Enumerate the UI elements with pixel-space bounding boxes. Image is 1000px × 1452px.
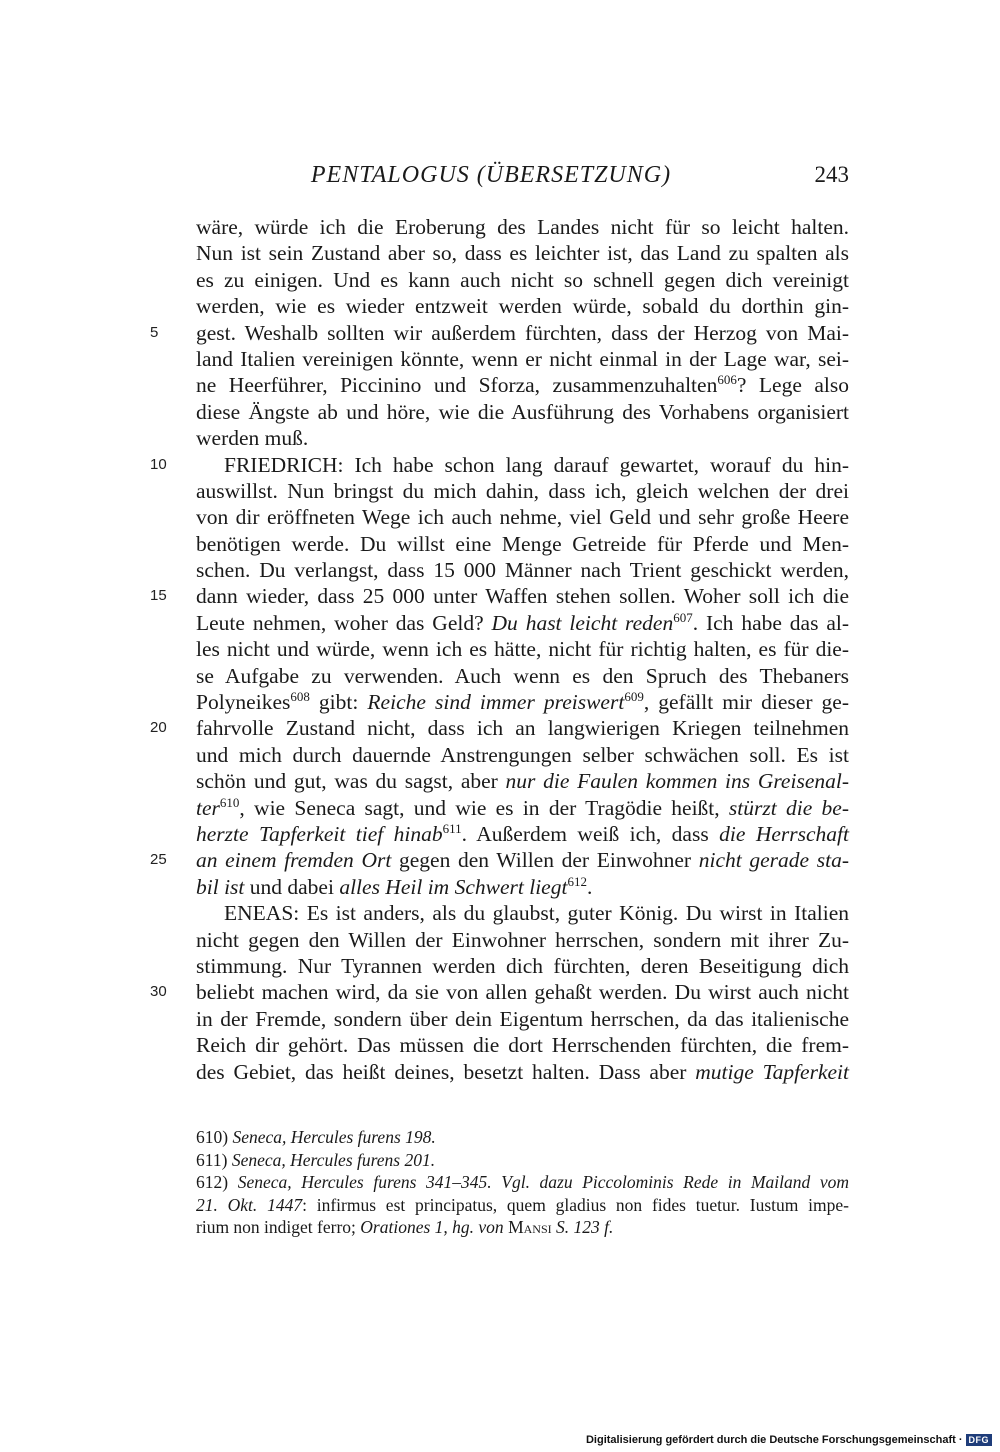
text-line <box>196 742 849 768</box>
text-line <box>196 689 849 715</box>
text-run: des Gebiet, das heißt deines, besetzt halten. Dass aber <box>196 1059 696 1084</box>
running-header <box>196 162 849 192</box>
line-number: 15 <box>150 587 167 605</box>
text-run: benötigen werde. Du willst eine Menge Getreide für Pferde und Men- <box>196 531 849 556</box>
line-number: 20 <box>150 719 167 737</box>
text-run: beliebt machen wird, da sie von allen gehaßt werden. Du wirst auch nicht <box>196 980 849 1005</box>
italic-text: herzte Tapferkeit tief hinab <box>196 821 443 846</box>
text-line <box>150 320 849 346</box>
italic-text: nicht gerade sta- <box>698 848 849 873</box>
text-line <box>150 715 849 741</box>
page-number: 243 <box>814 162 849 187</box>
text-line <box>196 663 849 689</box>
text-run: es zu einigen. Und es kann auch nicht so schnell gegen dich vereinigt <box>196 267 849 292</box>
text-run: stimmung. Nur Tyrannen werden dich fürchten, deren Beseitigung dich <box>196 953 849 978</box>
text-run: se Aufgabe zu verwenden. Auch wenn es den Spruch des Thebaners <box>196 663 849 688</box>
text-run: , gefällt mir dieser ge- <box>643 690 850 715</box>
italic-text: Seneca, Hercules furens 201. <box>231 1149 436 1170</box>
text-run: werden, wie es wieder entzweit werden würde, sobald du dorthin gin- <box>196 294 849 319</box>
text-line <box>196 1006 849 1032</box>
text-run: schön und gut, was du sagst, aber <box>196 769 506 794</box>
footnote-line <box>196 1216 849 1239</box>
text-line <box>196 478 849 504</box>
text-run: . Ich habe das al- <box>692 610 850 635</box>
text-run: und dabei <box>244 874 340 899</box>
text-run: ? Lege also <box>736 373 849 398</box>
text-run: 611) <box>196 1149 232 1170</box>
text-run: gest. Weshalb sollten wir außerdem fürchten, dass der Herzog von Mai- <box>196 320 849 345</box>
text-run: nicht gegen den Willen der Einwohner herrschen, sondern mit ihrer Zu- <box>196 927 849 952</box>
text-run: dann wieder, dass 25 000 unter Waffen stehen sollen. Woher soll ich die <box>196 584 849 609</box>
text-line <box>196 874 849 900</box>
text-run: 612) <box>196 1172 238 1192</box>
text-run: werden muß. <box>196 426 309 451</box>
footnote-line <box>196 1171 849 1194</box>
text-run: gegen den Willen der Einwohner <box>391 848 699 873</box>
text-line <box>150 979 849 1005</box>
small-caps-text: Mansi <box>508 1217 552 1237</box>
text-run: 610) <box>196 1127 233 1147</box>
footnote-ref: 609 <box>624 689 644 705</box>
italic-text: 21. Okt. 1447 <box>196 1194 303 1215</box>
text-line <box>196 267 849 293</box>
footnote <box>196 1171 849 1239</box>
italic-text: Orationes 1, hg. von <box>360 1217 509 1237</box>
text-run: diese Ängste ab und höre, wie die Ausführung des Vorhabens organisiert <box>196 399 849 424</box>
italic-text: stürzt die be- <box>728 795 849 820</box>
italic-text: Seneca, Hercules furens 198. <box>232 1127 436 1147</box>
italic-text: bil ist <box>196 874 245 899</box>
text-line <box>196 1032 849 1058</box>
footnote <box>196 1126 849 1149</box>
line-number: 25 <box>150 851 167 869</box>
text-run: in der Fremde, sondern über dein Eigentum herrschen, da das italienische <box>196 1006 849 1031</box>
footer-text: Digitalisierung gefördert durch die Deutsche Forschungsgemeinschaft · <box>585 1434 963 1446</box>
text-line <box>196 927 849 953</box>
text-run: Polyneikes <box>196 690 291 715</box>
text-run: . Außerdem weiß ich, dass <box>461 821 720 846</box>
text-run: . <box>586 874 593 899</box>
text-line <box>196 531 849 557</box>
footnote-ref: 610 <box>219 794 240 810</box>
text-line <box>196 214 849 240</box>
text-run: fahrvolle Zustand nicht, dass ich an langwierigen Kriegen teilnehmen <box>196 716 849 741</box>
line-number: 10 <box>150 455 167 473</box>
footnote-ref: 607 <box>673 609 693 625</box>
text-run: : infirmus est principatus, quem gladius non fides tuetur. Iustum impe- <box>302 1194 849 1215</box>
text-run: , wie Seneca sagt, und wie es in der Tragödie heißt, <box>239 795 729 820</box>
text-line <box>150 452 849 478</box>
text-run: schen. Du verlangst, dass 15 000 Männer nach Trient geschickt werden, <box>196 558 849 583</box>
text-run: rium non indiget ferro; <box>196 1217 361 1237</box>
line-number: 30 <box>150 983 167 1001</box>
text-run: les nicht und würde, wenn ich es hätte, nicht für richtig halten, es für die- <box>196 637 849 662</box>
text-run: land Italien vereinigen könnte, wenn er nicht einmal in der Lage war, sei- <box>196 346 849 371</box>
footnote-ref: 611 <box>442 820 462 836</box>
text-line <box>196 240 849 266</box>
text-run: auswillst. Nun bringst du mich dahin, dass ich, gleich welchen der drei <box>196 478 849 503</box>
text-line <box>196 293 849 319</box>
main-text <box>150 214 850 1085</box>
text-run: ENEAS: Es ist anders, als du glaubst, guter König. Du wirst in Italien <box>224 901 849 926</box>
text-line <box>196 346 849 372</box>
footnote-line <box>196 1194 849 1217</box>
text-line <box>150 847 849 873</box>
text-line <box>196 610 849 636</box>
text-line <box>196 900 849 926</box>
footnote-ref: 608 <box>290 689 310 705</box>
text-line <box>196 636 849 662</box>
text-line <box>196 821 849 847</box>
italic-text: nur die Faulen kommen ins Greisenal- <box>505 769 849 794</box>
text-run: gibt: <box>309 690 368 715</box>
line-number: 5 <box>150 323 159 341</box>
text-run: und mich durch dauernde Anstrengungen selber schwächen soll. Es ist <box>196 742 849 767</box>
text-line <box>196 372 849 398</box>
footnote-line <box>196 1149 849 1172</box>
text-run: Leute nehmen, woher das Geld? <box>196 610 492 635</box>
text-run: Nun ist sein Zustand aber so, dass es leichter ist, das Land zu spalten als <box>196 241 849 266</box>
italic-text: S. 123 f. <box>551 1217 614 1237</box>
footnotes <box>196 1126 849 1239</box>
italic-text: alles Heil im Schwert liegt <box>339 874 568 899</box>
italic-text: die Herrschaft <box>719 821 849 846</box>
footnote <box>196 1149 849 1172</box>
text-line <box>150 583 849 609</box>
text-line <box>196 399 849 425</box>
italic-text: mutige Tapferkeit <box>695 1059 849 1084</box>
text-line <box>196 504 849 530</box>
text-line <box>196 953 849 979</box>
italic-text: an einem fremden Ort <box>196 848 392 873</box>
text-line <box>196 795 849 821</box>
text-run: von dir eröffneten Wege ich auch nehme, viel Geld und sehr große Heere <box>196 505 849 530</box>
footnote-ref: 612 <box>567 873 587 889</box>
text-run: Reich dir gehört. Das müssen die dort Herrschenden fürchten, die frem- <box>196 1033 849 1058</box>
italic-text: Reiche sind immer preiswert <box>367 690 625 715</box>
italic-text: Du hast leicht reden <box>491 610 674 635</box>
italic-text: ter <box>196 795 220 820</box>
dfg-logo: DFG <box>966 1434 993 1446</box>
text-line <box>196 557 849 583</box>
text-run: ne Heerführer, Piccinino und Sforza, zusammenzuhalten <box>196 373 718 398</box>
digitization-footer <box>586 1434 992 1446</box>
text-line <box>196 768 849 794</box>
footnote-line <box>196 1126 849 1149</box>
footnote-ref: 606 <box>717 372 737 388</box>
text-line <box>196 1059 849 1085</box>
text-line <box>196 425 849 451</box>
text-run: wäre, würde ich die Eroberung des Landes nicht für so leicht halten. <box>196 215 849 239</box>
text-run: FRIEDRICH: Ich habe schon lang darauf gewartet, worauf du hin- <box>224 452 849 477</box>
running-title: PENTALOGUS (ÜBERSETZUNG) <box>310 162 672 188</box>
italic-text: Seneca, Hercules furens 341–345. Vgl. dazu Piccolominis Rede in Mailand vom <box>237 1172 850 1192</box>
